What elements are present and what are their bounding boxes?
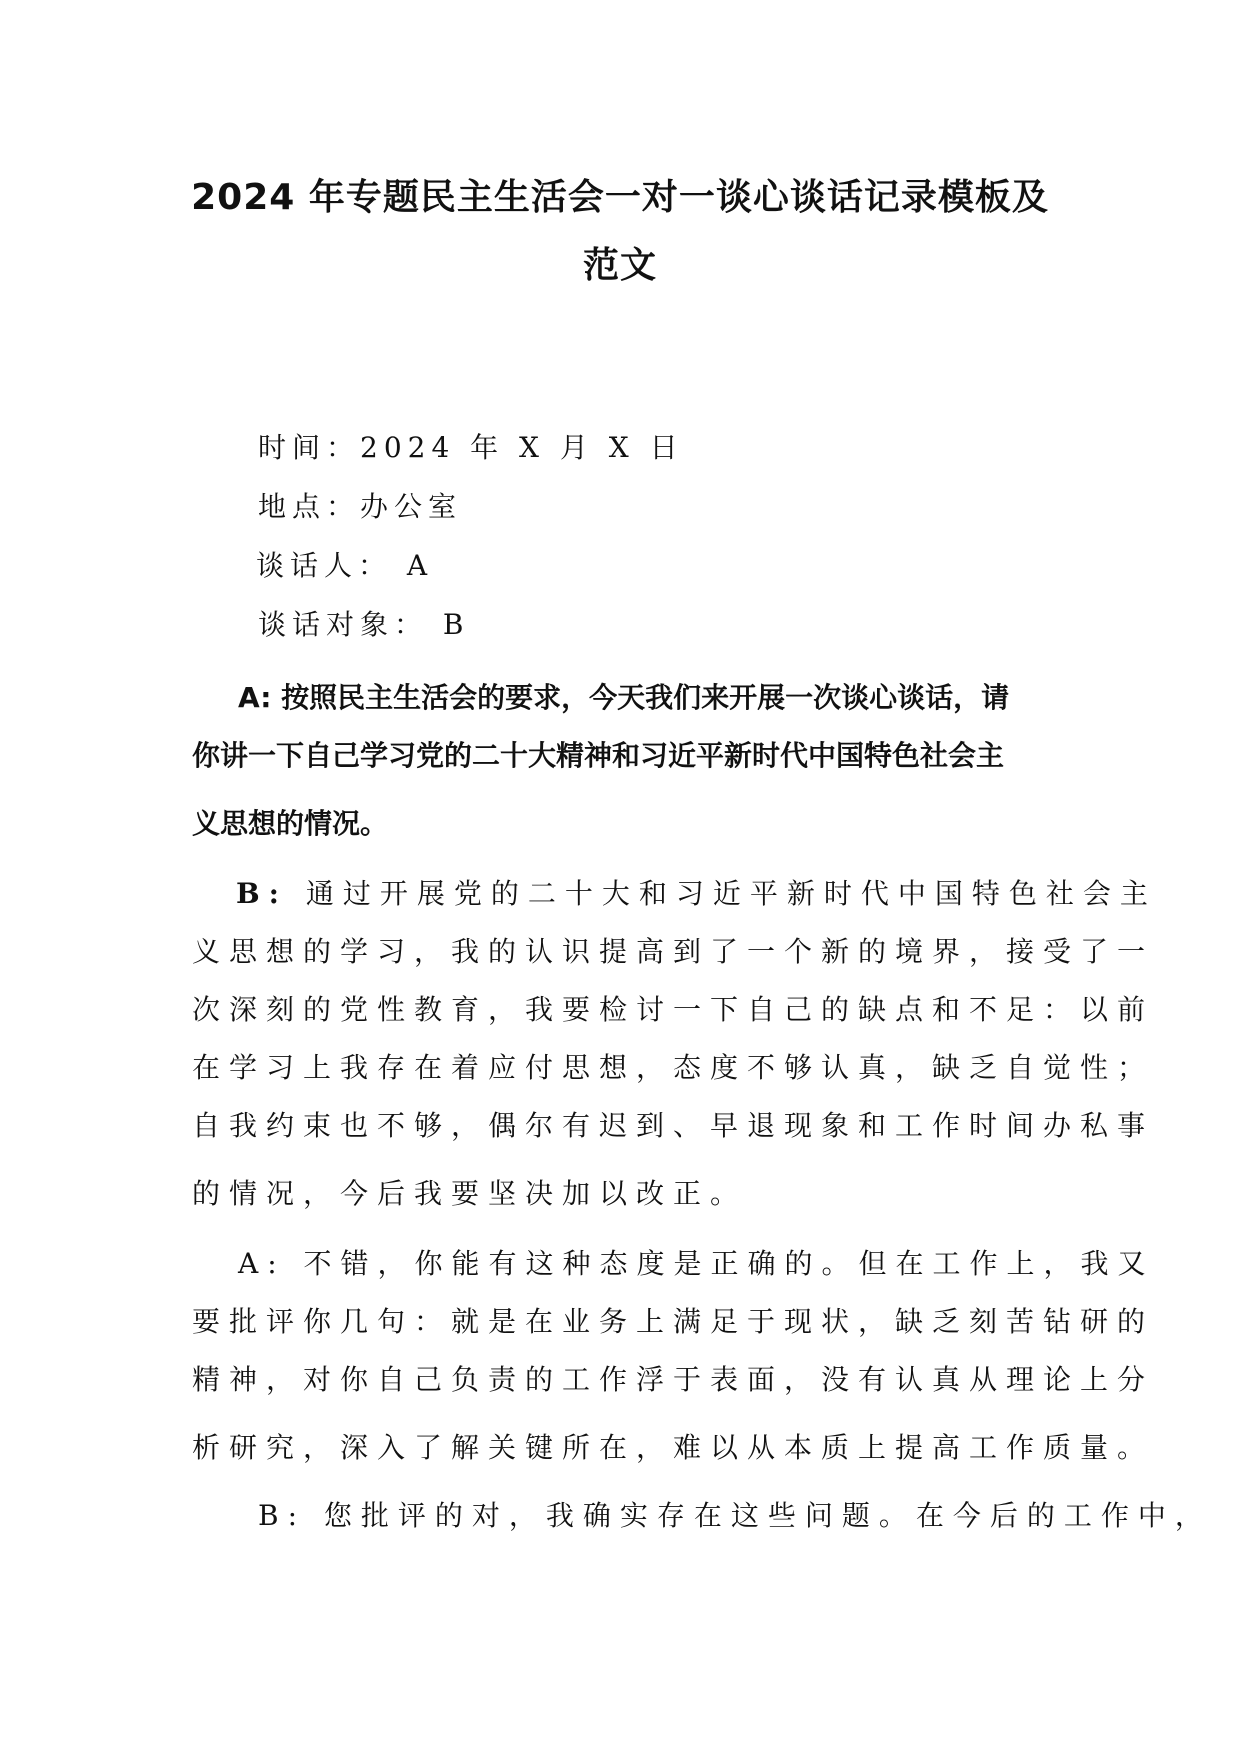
paragraph-line: 析研究，深入了解关键所在，难以从本质上提高工作质量。 [192, 1431, 1155, 1464]
paragraph-line: 义思想的情况。 [192, 807, 389, 840]
meta-talker: 谈话人： A [256, 549, 434, 582]
paragraph-line-text: 通过开展党的二十大和习近平新时代中国特色社会主 [305, 877, 1157, 910]
speaker-label-b: B: [236, 877, 289, 910]
paragraph-line: 精神，对你自己负责的工作浮于表面，没有认真从理论上分 [192, 1363, 1155, 1396]
paragraph-line: A: 按照民主生活会的要求，今天我们来开展一次谈心谈话，请 [238, 681, 1010, 714]
meta-time: 时间：2024 年 X 月 X 日 [258, 431, 684, 464]
paragraph-line: 在学习上我存在着应付思想，态度不够认真，缺乏自觉性； [192, 1051, 1155, 1084]
paragraph-line: 自我约束也不够，偶尔有迟到、早退现象和工作时间办私事 [192, 1109, 1155, 1142]
paragraph-line: 要批评你几句：就是在业务上满足于现状，缺乏刻苦钻研的 [192, 1305, 1155, 1338]
document-title-line-1: 2024 年专题民主生活会一对一谈心谈话记录模板及 [191, 177, 1049, 218]
meta-place: 地点：办公室 [258, 490, 463, 523]
paragraph-line: 次深刻的党性教育，我要检讨一下自己的缺点和不足：以前 [192, 993, 1155, 1026]
paragraph-line: 你讲一下自己学习党的二十大精神和习近平新时代中国特色社会主 [192, 739, 1005, 772]
paragraph-line: A: 不错，你能有这种态度是正确的。但在工作上，我又 [238, 1247, 1155, 1280]
document-title-line-2: 范文 [582, 245, 657, 286]
paragraph-line: 义思想的学习，我的认识提高到了一个新的境界，接受了一 [192, 935, 1155, 968]
paragraph-line [236, 872, 1157, 912]
paragraph-line: B: 您批评的对，我确实存在这些问题。在今后的工作中， [258, 1499, 1212, 1532]
meta-target: 谈话对象： B [258, 608, 470, 641]
paragraph-line: 的情况，今后我要坚决加以改正。 [192, 1177, 748, 1210]
